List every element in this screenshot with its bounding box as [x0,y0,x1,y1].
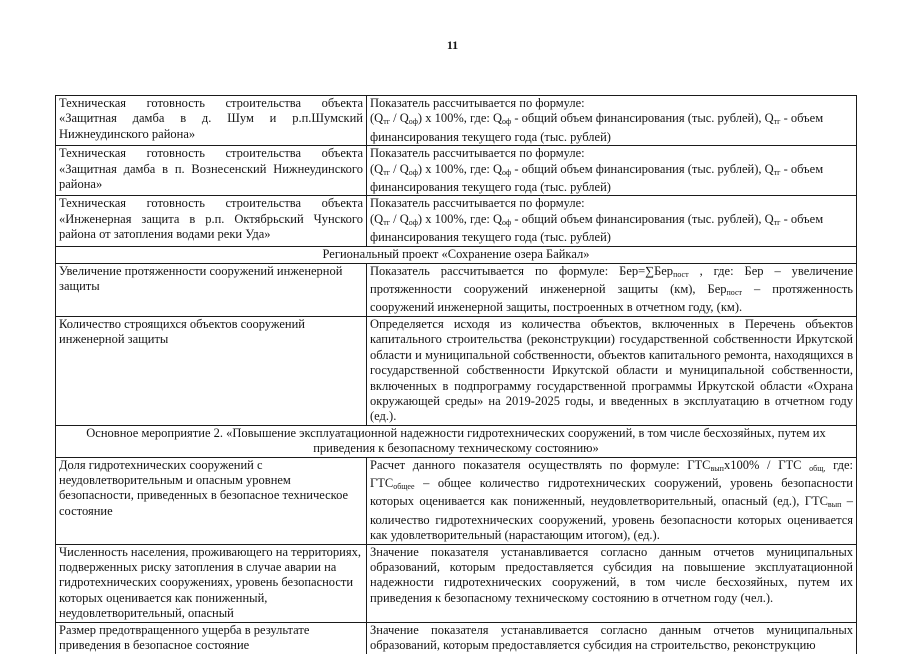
table-row [56,622,857,654]
indicator-name: Техническая готовность строительства объекта «Защитная дамба в д. Шум и р.п.Шумский Нижнеудинского района» [56,96,367,146]
method-line: Показатель рассчитывается по формуле: [370,196,585,211]
indicator-name: Размер предотвращенного ущерба в результате приведения в безопасное состояние [56,622,367,654]
section-heading: Основное мероприятие 2. «Повышение эксплуатационной надежности гидротехнических сооружений, в том числе бесхозяйных, путем их приведения к безопасному техническому состоянию» [56,425,857,457]
indicator-method: Расчет данного показателя осуществлять по формуле: $ГТС_{вып}х100\%$ / ГТС $_{общ,}$ где: $ГТС_{общее}$ – общее количество гидротехнических сооружений, уровень безопасности которых оценивается как пониженный, неудовлетворительный, опасный (ед.), $ГТС_{вып}$ – количество гидротехнических сооружений, уровень безопасности которых оценивается как удовлетворительный (нарастающим итогом), (ед.). [367,457,857,544]
indicator-method: Значение показателя устанавливается согласно данным отчетов муниципальных образований, которым предоставляется субсидия на строительство, реконструкцию [367,622,857,654]
indicator-method: Определяется исходя из количества объектов, включенных в Перечень объектов капитального строительства (реконструкции) государственной собственности Иркутской области и муниципальной собственности, объектов капитального ремонта, находящихся в государственной собственности Иркутской области и муниципальной собственности, включенных в подпрограмму государственной программы Иркутской области «Охрана окружающей среды» на 2019-2025 годы, и введенных в эксплуатацию в отчетном году (ед.). [367,316,857,425]
method-formula: $(Q_{тг} / Q_{оф})$ х 100%, где: $Q_{оф}$ - общий объем финансирования (тыс. рублей), $Q_{тг}$ - объем финансирования текущего года (тыс. рублей) [370,111,824,144]
method-formula: $(Q_{тг} / Q_{оф})$ х 100%, где: $Q_{оф}$ - общий объем финансирования (тыс. рублей), $Q_{тг}$ - объем финансирования текущего года (тыс. рублей) [370,161,824,195]
table-row [56,263,857,316]
indicator-method [367,96,857,146]
indicator-method: Показатель рассчитывается по формуле: Бер=∑Бер$_{пост}$ , где: Бер – увеличение протяженности сооружений инженерной защиты (км), Бер$_{пост}$ – протяженность сооружений инженерной защиты, построенных в отчетном году, (км). [367,263,857,316]
table-row [56,246,857,263]
indicator-name: Увеличение протяженности сооружений инженерной защиты [56,263,367,316]
indicator-name: Техническая готовность строительства объекта «Защитная дамба в п. Вознесенский Нижнеудинского района» [56,146,367,196]
indicator-method [367,146,857,196]
method-formula: $(Q_{тг} / Q_{оф})$ х 100%, где: $Q_{оф}$ - общий объем финансирования (тыс. рублей), $Q_{тг}$ - объем финансирования текущего года (тыс. рублей) [370,211,824,245]
table-row [56,544,857,622]
table-row [56,146,857,196]
table-row [56,457,857,544]
indicator-name: Техническая готовность строительства объекта «Инженерная защита в р.п. Октябрьский Чунского района от затопления водами реки Уда» [56,196,367,246]
indicator-method [367,196,857,246]
indicator-name: Количество строящихся объектов сооружений инженерной защиты [56,316,367,425]
method-line: Показатель рассчитывается по формуле: [370,96,585,110]
indicators-table [55,95,857,654]
table-row [56,96,857,146]
indicator-name: Численность населения, проживающего на территориях, подверженных риску затопления в случае аварии на гидротехнических сооружениях, уровень безопасности которых оценивается как пониженный, неудовлетворительный, опасный [56,544,367,622]
table-row [56,196,857,246]
page-number: 11 [446,38,459,52]
indicator-method: Значение показателя устанавливается согласно данным отчетов муниципальных образований, которым предоставляется субсидия на повышение эксплуатационной надежности гидротехнических сооружений, в том числе бесхозяйных, путем их приведения к безопасному техническому состоянию в отчетном году (чел.). [367,544,857,622]
table-row [56,425,857,457]
method-line: Показатель рассчитывается по формуле: [370,146,585,161]
table-row [56,316,857,425]
section-heading: Региональный проект «Сохранение озера Байкал» [56,246,857,263]
indicator-name: Доля гидротехнических сооружений с неудовлетворительным и опасным уровнем безопасности, приведенных в безопасное техническое состояние [56,457,367,544]
